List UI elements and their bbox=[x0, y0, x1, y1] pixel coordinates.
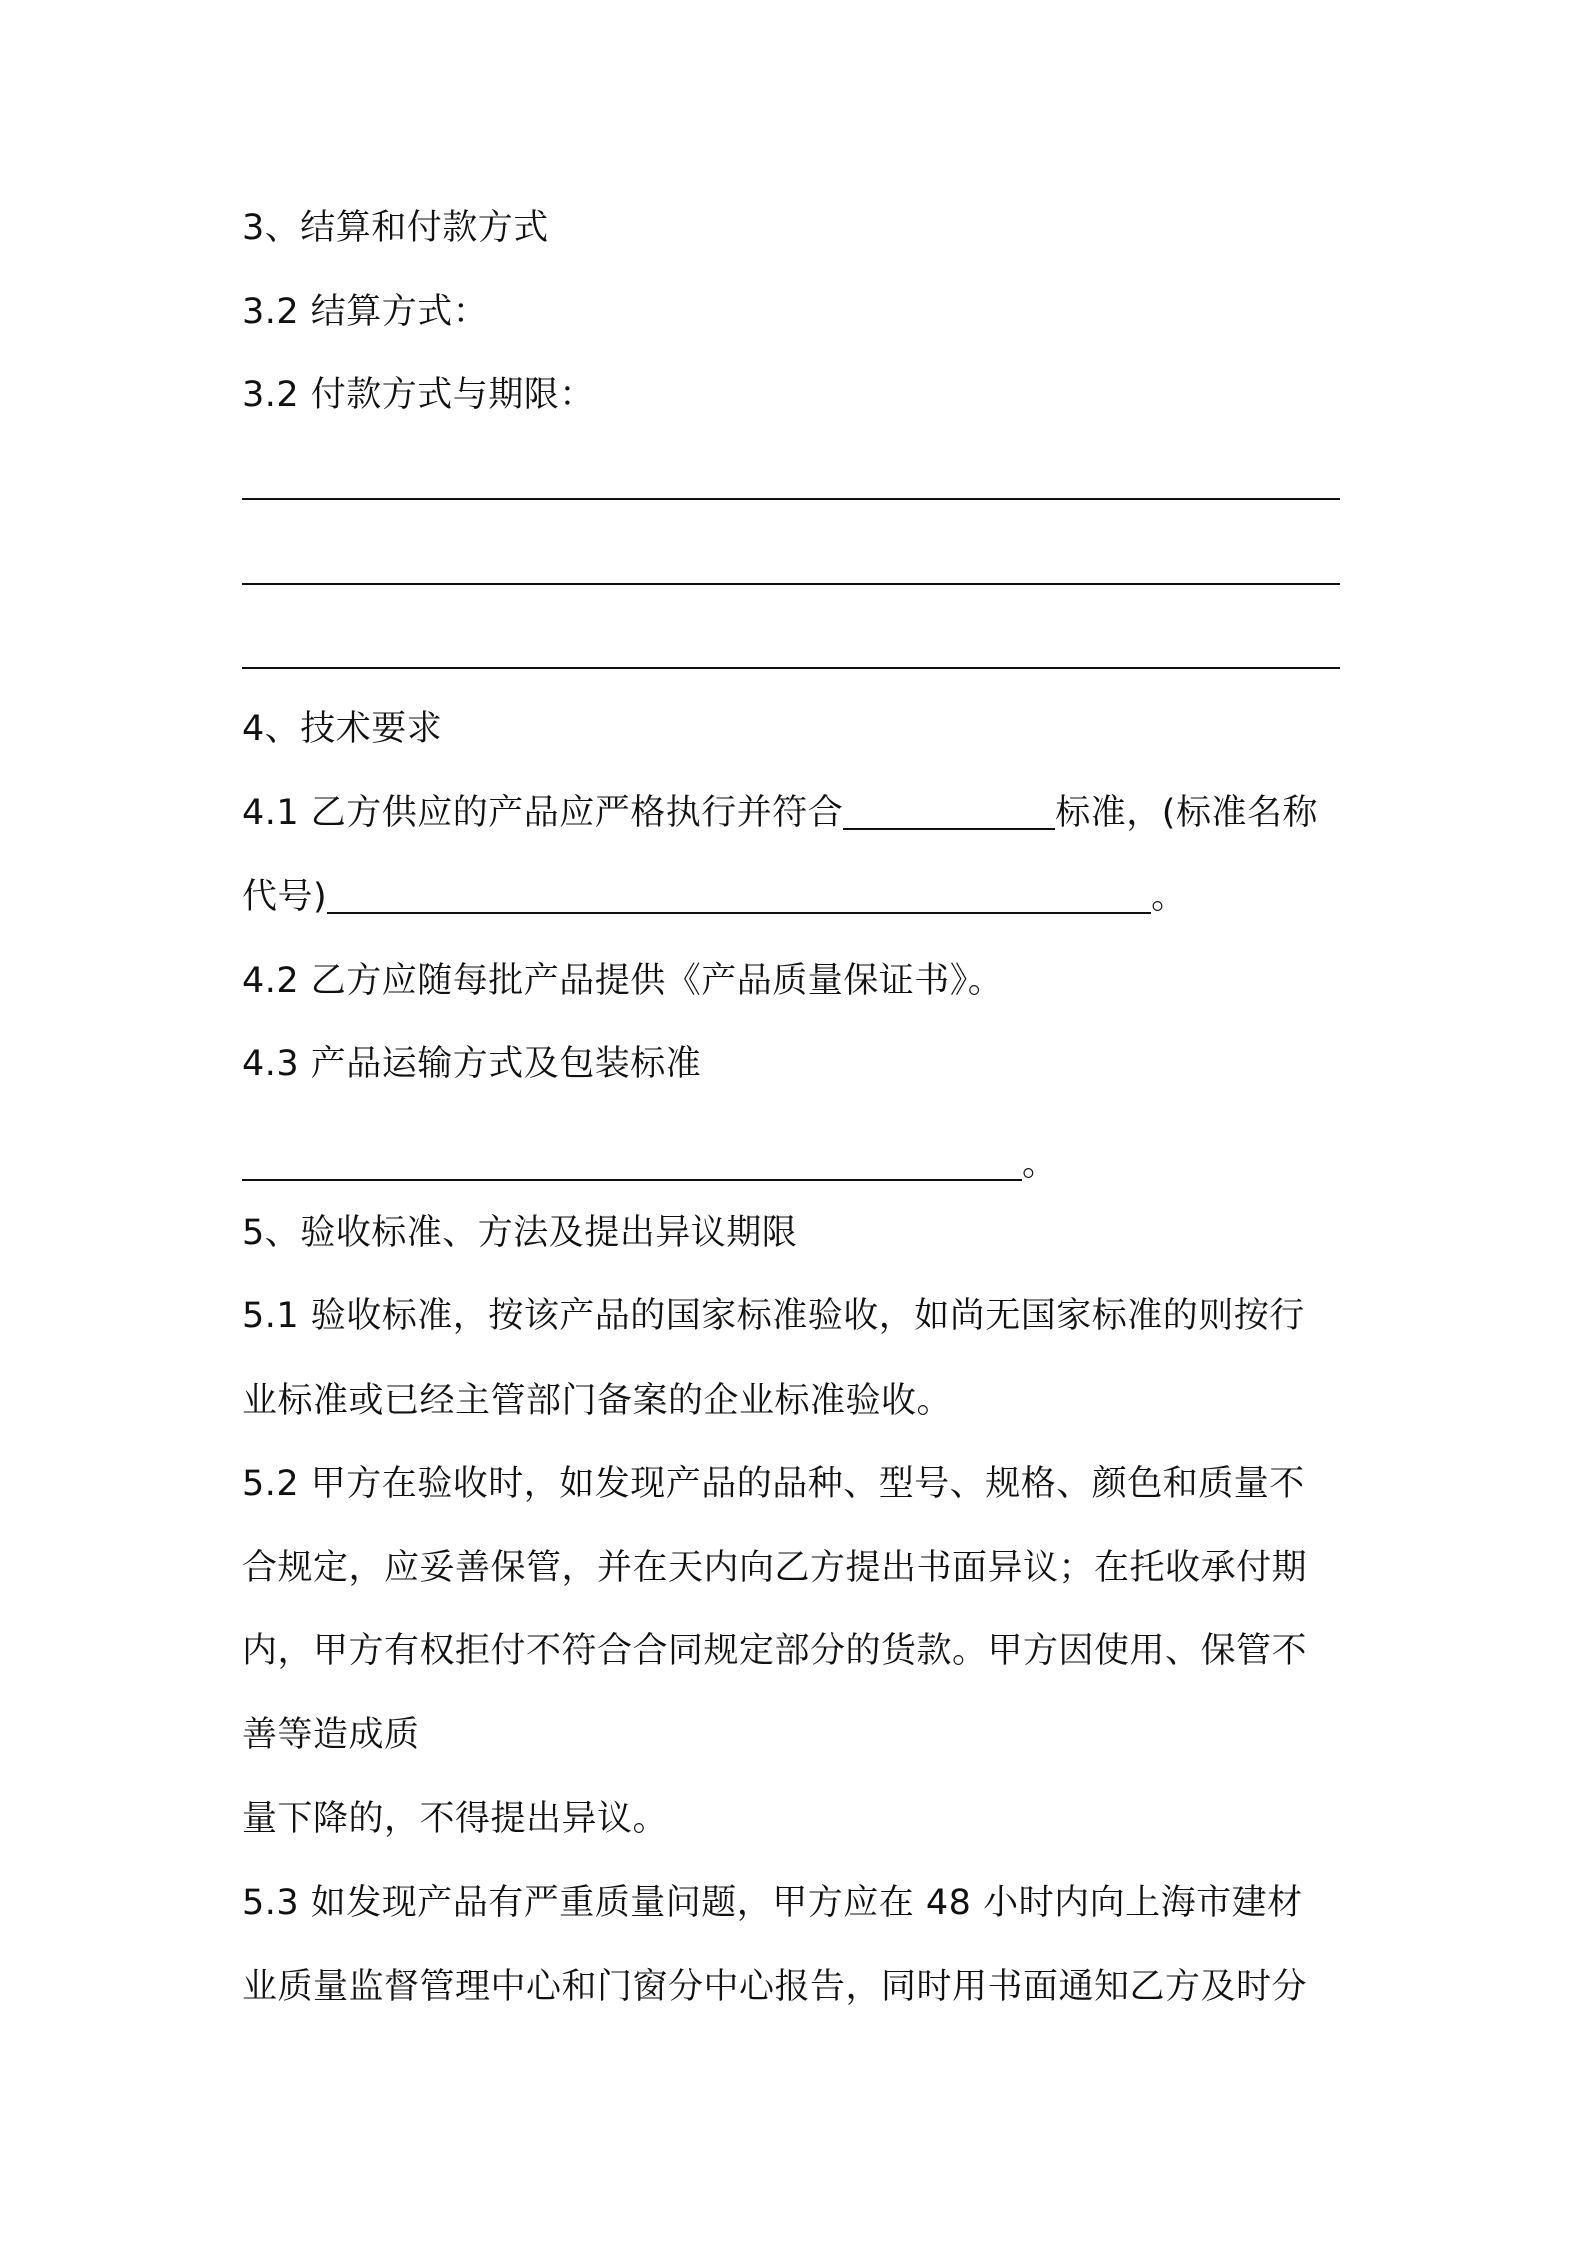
standard-blank bbox=[843, 828, 1055, 830]
clause-5-2-line-5: 量下降的，不得提出异议。 bbox=[242, 1799, 669, 1839]
clause-5-2-line-1: 5.2 甲方在验收时，如发现产品的品种、型号、规格、颜色和质量不 bbox=[242, 1464, 1305, 1504]
clause-4-1-text-a: 4.1 乙方供应的产品应严格执行并符合 bbox=[242, 793, 844, 833]
clause-5-2-line-4: 善等造成质 bbox=[242, 1715, 420, 1755]
clause-5-2-line-3: 内，甲方有权拒付不符合合同规定部分的货款。甲方因使用、保管不 bbox=[242, 1631, 1308, 1671]
clause-5-1-line-1: 5.1 验收标准，按该产品的国家标准验收，如尚无国家标准的则按行 bbox=[242, 1296, 1305, 1336]
standard-code-blank bbox=[327, 912, 1151, 914]
clause-4-1-text-c: 代号) bbox=[242, 877, 328, 917]
clause-4-3-end: 。 bbox=[1022, 1144, 1058, 1184]
payment-blank-line-1 bbox=[242, 498, 1340, 500]
section-3-heading: 3、结算和付款方式 bbox=[242, 208, 549, 248]
clause-4-3: 4.3 产品运输方式及包装标准 bbox=[242, 1044, 702, 1084]
settlement-method-label: 3.2 结算方式： bbox=[242, 292, 489, 332]
clause-5-3-line-2: 业质量监督管理中心和门窗分中心报告，同时用书面通知乙方及时分 bbox=[242, 1967, 1308, 2007]
clause-4-2: 4.2 乙方应随每批产品提供《产品质量保证书》。 bbox=[242, 961, 1004, 1001]
payment-blank-line-2 bbox=[242, 583, 1340, 585]
clause-4-1-line-2 bbox=[242, 874, 1187, 920]
section-4-heading: 4、技术要求 bbox=[242, 709, 443, 749]
clause-4-1-end: 。 bbox=[1151, 877, 1187, 917]
section-5-heading: 5、验收标准、方法及提出异议期限 bbox=[242, 1213, 798, 1253]
clause-4-1-text-b: 标准，(标准名称 bbox=[1055, 793, 1318, 833]
clause-5-2-line-2: 合规定，应妥善保管，并在天内向乙方提出书面异议；在托收承付期 bbox=[242, 1548, 1308, 1588]
clause-5-1-line-2: 业标准或已经主管部门备案的企业标准验收。 bbox=[242, 1381, 953, 1421]
transport-blank-line bbox=[242, 1141, 1058, 1187]
transport-blank bbox=[242, 1179, 1022, 1181]
payment-blank-line-3 bbox=[242, 667, 1340, 669]
clause-4-1-line-1 bbox=[242, 790, 1318, 836]
clause-5-3-line-1: 5.3 如发现产品有严重质量问题，甲方应在 48 小时内向上海市建材 bbox=[242, 1883, 1303, 1923]
payment-terms-label: 3.2 付款方式与期限： bbox=[242, 375, 595, 415]
